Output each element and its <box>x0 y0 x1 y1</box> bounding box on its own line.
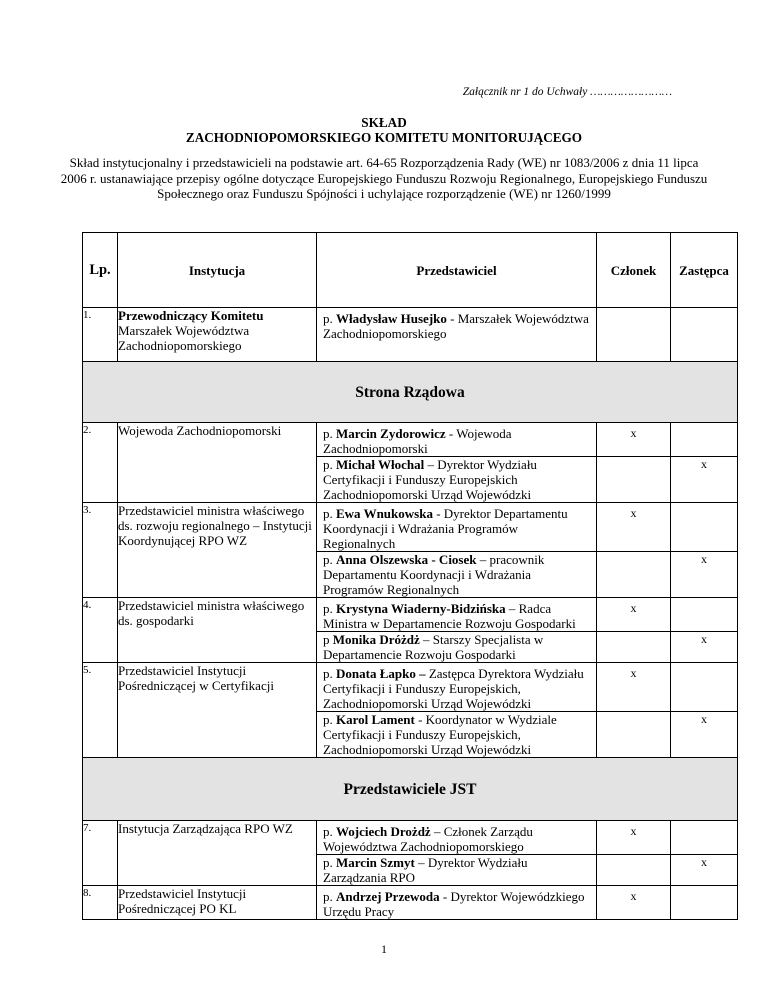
representative-line <box>317 503 596 552</box>
deputy-mark: x <box>701 712 707 726</box>
title-line-2: ZACHODNIOPOMORSKIEGO KOMITETU MONITORUJĄCEGO <box>185 130 583 145</box>
representative-cell <box>317 308 597 362</box>
deputy-mark: x <box>701 855 707 869</box>
row-number: 5. <box>83 663 118 758</box>
representative-line <box>317 821 596 855</box>
deputy-mark: x <box>701 457 707 471</box>
member-cell <box>597 423 671 503</box>
rep-name: Marcin Zydorowicz <box>336 426 446 441</box>
committee-table <box>82 232 738 920</box>
rep-name: Donata Łapko – <box>336 666 426 681</box>
rep-name: Ewa Wnukowska <box>336 506 433 521</box>
representative-line <box>317 457 596 502</box>
representative-cell <box>317 423 597 503</box>
member-mark: x <box>597 663 670 712</box>
document-title <box>0 115 768 145</box>
representative-cell <box>317 663 597 758</box>
deputy-cell <box>671 886 738 920</box>
row-number: 7. <box>83 821 118 886</box>
deputy-mark: x <box>701 632 707 646</box>
representative-line <box>317 598 596 632</box>
row-number: 3. <box>83 503 118 598</box>
institution-cell: Przedstawiciel ministra właściwego ds. rozwoju regionalnego – Instytucji Koordynującej RPO WZ <box>118 503 317 598</box>
rep-prefix: p <box>323 632 333 647</box>
deputy-cell <box>671 821 738 886</box>
institution-cell: Przedstawiciel ministra właściwego ds. gospodarki <box>118 598 317 663</box>
member-cell <box>597 886 671 920</box>
table-row <box>83 423 738 503</box>
representative-cell <box>317 886 597 920</box>
deputy-cell <box>671 423 738 503</box>
member-cell <box>597 821 671 886</box>
rep-prefix: p. <box>323 426 336 441</box>
header-deputy: Zastępca <box>671 233 738 308</box>
institution-cell: Instytucja Zarządzająca RPO WZ <box>118 821 317 886</box>
representative-line <box>317 855 596 885</box>
rep-role: - Wojewoda Zachodniopomorski <box>323 426 512 456</box>
representative-cell <box>317 598 597 663</box>
representative-cell <box>317 503 597 598</box>
title-line-1: SKŁAD <box>361 115 407 130</box>
annex-reference: Załącznik nr 1 do Uchwały …………………… <box>462 86 672 98</box>
rep-role: – Radca Ministra w Departamencie Rozwoju Gospodarki <box>323 601 576 631</box>
deputy-cell <box>671 308 738 362</box>
deputy-cell <box>671 598 738 663</box>
rep-role: – Dyrektor Wydziału Zarządzania RPO <box>323 855 528 885</box>
rep-role: - Dyrektor Wojewódzkiego Urzędu Pracy <box>323 889 585 919</box>
rep-prefix: p. <box>323 666 336 681</box>
rep-name: Andrzej Przewoda <box>336 889 440 904</box>
rep-name: Monika Dróżdż <box>332 632 420 647</box>
member-cell <box>597 663 671 758</box>
institution-bold: Przewodniczący Komitetu <box>118 308 264 323</box>
row-number: 2. <box>83 423 118 503</box>
representative-line <box>317 712 596 757</box>
rep-prefix: p. <box>323 552 336 567</box>
institution-rest: Marszałek Województwa Zachodniopomorskiego <box>118 323 250 353</box>
rep-role: – pracownik Departamentu Koordynacji i Wdrażania Programów Regionalnych <box>323 552 545 597</box>
header-institution: Instytucja <box>118 233 317 308</box>
page-number: 1 <box>381 942 387 956</box>
rep-prefix: p. <box>323 601 336 616</box>
rep-prefix: p. <box>323 855 336 870</box>
table-row <box>83 821 738 886</box>
representative-cell <box>317 821 597 886</box>
rep-prefix: p. <box>323 311 336 326</box>
institution-cell: Wojewoda Zachodniopomorski <box>118 423 317 503</box>
intro-paragraph: Skład instytucjonalny i przedstawicieli na podstawie art. 64-65 Rozporządzenia Rady (WE) nr 1083/2006 z dnia 11 lipca 2006 r. ustanawiające przepisy ogólne dotyczące Europejskiego Funduszu Rozwoju Regionalnego, Europejskiego Funduszu Społecznego oraz Funduszu Spójności i uchylające rozporządzenie (WE) nr 1260/1999 <box>60 155 708 201</box>
representative-line <box>317 308 596 341</box>
rep-role: – Dyrektor Wydziału Certyfikacji i Funduszy Europejskich Zachodniopomorski Urząd Wojewódzki <box>323 457 537 502</box>
rep-name: Michał Włochal <box>336 457 425 472</box>
rep-role: - Marszałek Województwa Zachodniopomorskiego <box>323 311 589 341</box>
table-row <box>83 663 738 758</box>
institution-cell: Przedstawiciel Instytucji Pośredniczącej w Certyfikacji <box>118 663 317 758</box>
member-cell <box>597 503 671 598</box>
table-row <box>83 886 738 920</box>
rep-role: – Członek Zarządu Województwa Zachodniopomorskiego <box>323 824 533 854</box>
rep-prefix: p. <box>323 889 336 904</box>
representative-line <box>317 552 596 597</box>
deputy-cell <box>671 503 738 598</box>
representative-line <box>317 632 596 662</box>
deputy-mark: x <box>701 552 707 566</box>
table-row-chairman <box>83 308 738 362</box>
member-mark: x <box>597 821 670 855</box>
member-cell <box>597 598 671 663</box>
table-header-row <box>83 233 738 308</box>
institution-cell <box>118 308 317 362</box>
rep-role: - Koordynator w Wydziale Certyfikacji i Funduszy Europejskich, Zachodniopomorski Urząd Wojewódzki <box>323 712 557 757</box>
rep-prefix: p. <box>323 457 336 472</box>
representative-line <box>317 663 596 712</box>
rep-name: Krystyna Wiaderny-Bidzińska <box>336 601 506 616</box>
rep-name: Wojciech Drożdż <box>336 824 431 839</box>
member-mark: x <box>597 423 670 457</box>
rep-name: Karol Lament <box>336 712 415 727</box>
row-number: 1. <box>83 308 118 362</box>
member-mark: x <box>597 598 670 632</box>
deputy-cell <box>671 663 738 758</box>
section-title-jst: Przedstawiciele JST <box>83 758 738 821</box>
header-lp: Lp. <box>83 233 118 308</box>
member-mark: x <box>630 889 637 903</box>
header-member: Członek <box>597 233 671 308</box>
section-title-government: Strona Rządowa <box>83 362 738 423</box>
rep-role: – Starszy Specjalista w Departamencie Rozwoju Gospodarki <box>323 632 544 662</box>
rep-prefix: p. <box>323 824 336 839</box>
table-row <box>83 598 738 663</box>
representative-line <box>317 886 596 919</box>
rep-role: Zastępca Dyrektora Wydziału Certyfikacji i Funduszy Europejskich, Zachodniopomorski Urząd Wojewódzki <box>323 666 584 711</box>
institution-cell: Przedstawiciel Instytucji Pośredniczącej PO KL <box>118 886 317 920</box>
rep-role: - Dyrektor Departamentu Koordynacji i Wdrażania Programów Regionalnych <box>323 506 568 551</box>
section-band-jst <box>83 758 738 821</box>
member-mark: x <box>597 503 670 552</box>
rep-name: Anna Olszewska - Ciosek <box>336 552 477 567</box>
table-row <box>83 503 738 598</box>
row-number: 4. <box>83 598 118 663</box>
section-band-government <box>83 362 738 423</box>
header-representative: Przedstawiciel <box>317 233 597 308</box>
member-cell <box>597 308 671 362</box>
rep-prefix: p. <box>323 712 336 727</box>
row-number: 8. <box>83 886 118 920</box>
rep-name: Władysław Husejko <box>336 311 447 326</box>
representative-line <box>317 423 596 457</box>
rep-prefix: p. <box>323 506 336 521</box>
rep-name: Marcin Szmyt <box>336 855 415 870</box>
